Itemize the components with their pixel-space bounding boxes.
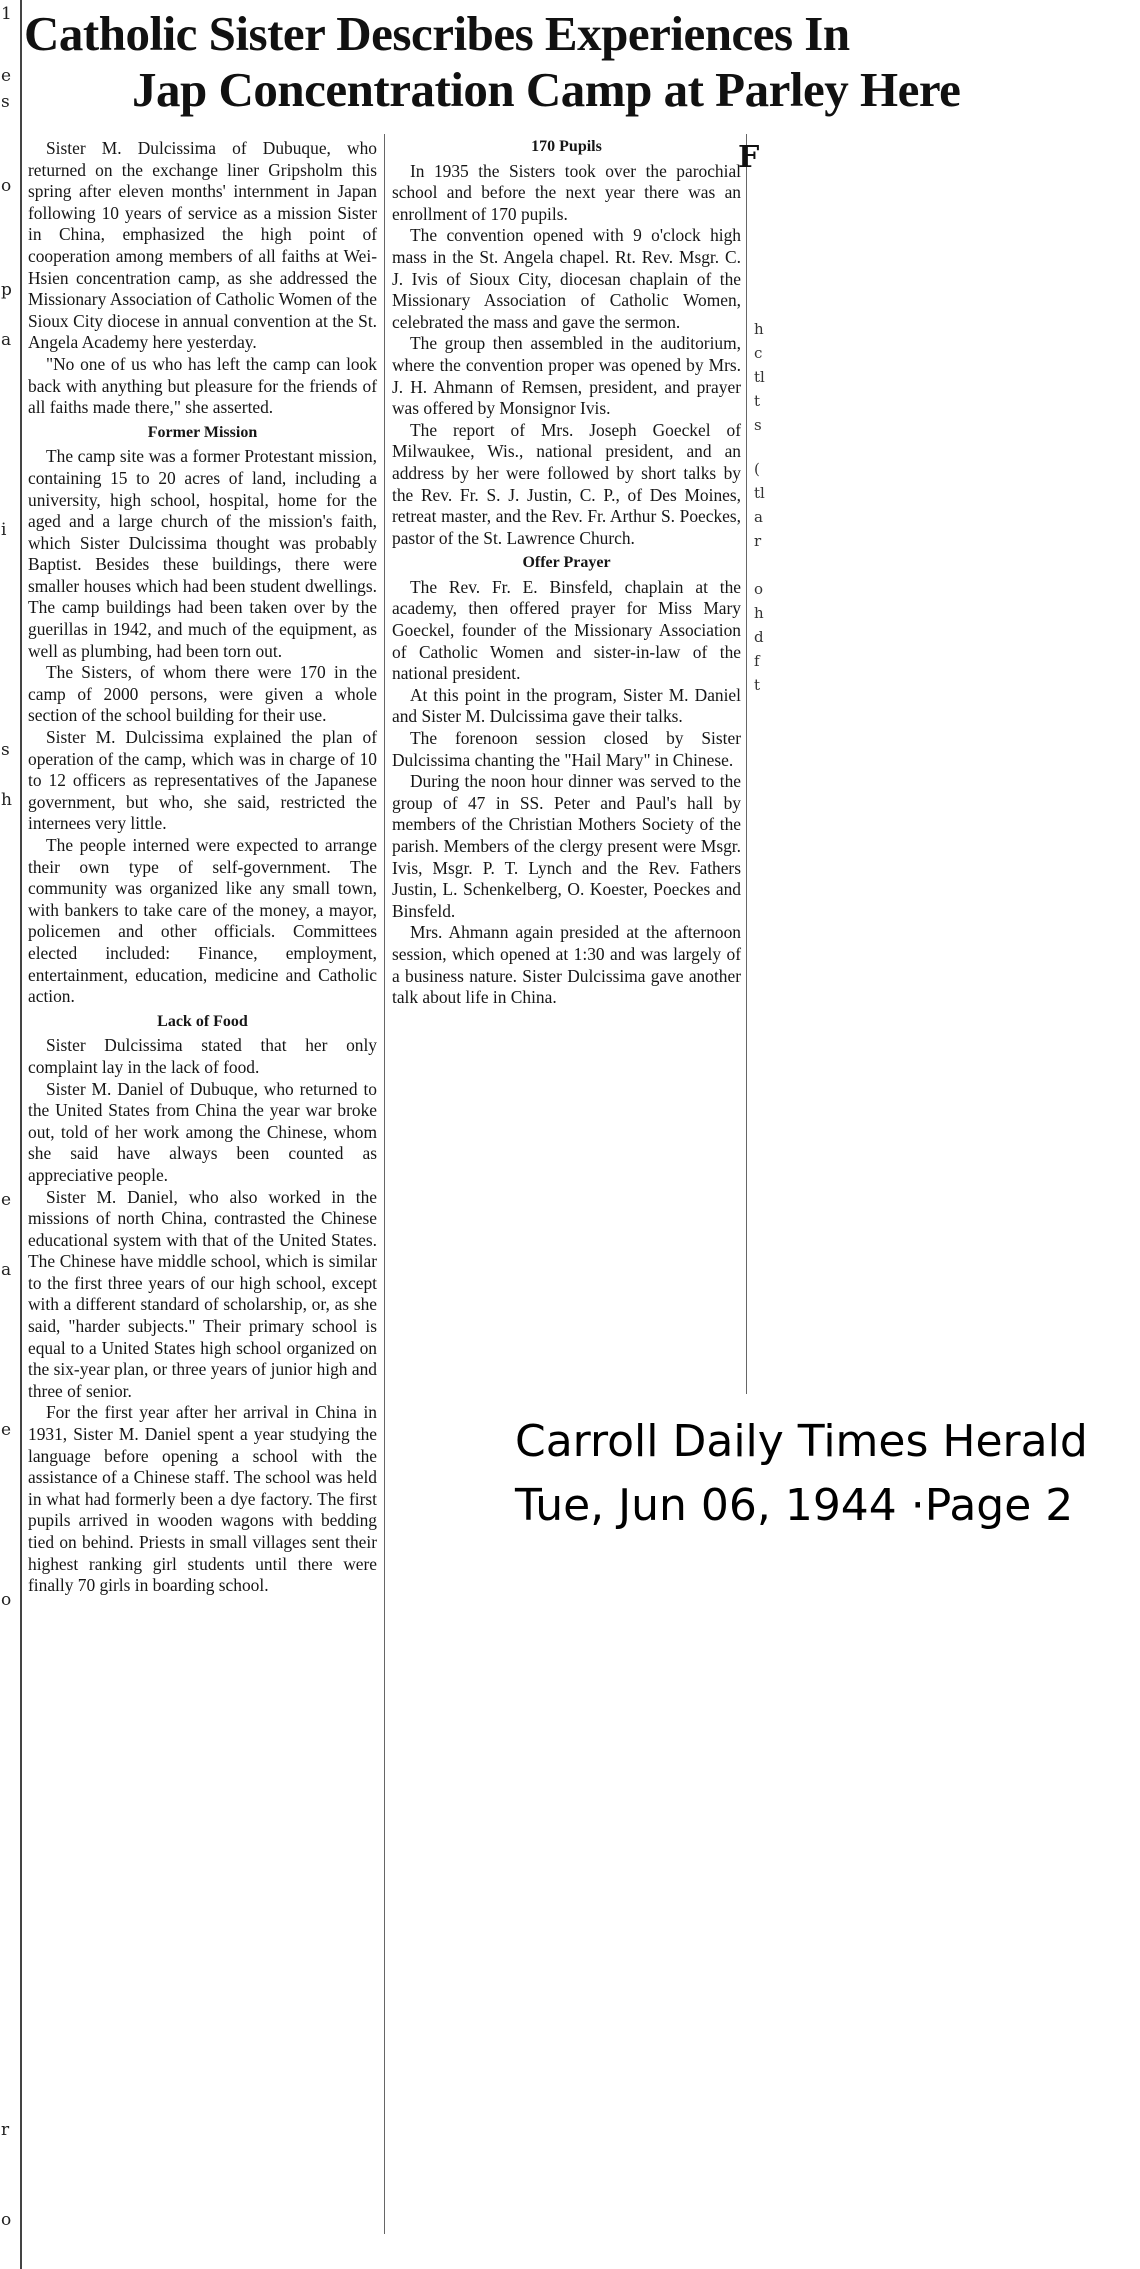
source-date-page: Tue, Jun 06, 1944 ·Page 2 <box>515 1480 1074 1531</box>
headline <box>24 6 1124 118</box>
article-paragraph: The report of Mrs. Joseph Goeckel of Milwaukee, Wis., national president, and an address by her were followed by short talks by the Rev. Fr. S. J. Justin, C. P., of Des Moines, retreat master, and the Rev. Fr. Arthur S. Poeckes, pastor of the St. Lawrence Church. <box>392 419 741 548</box>
article-paragraph: For the first year after her arrival in China in 1931, Sister M. Daniel spent a year studying the language before opening a school with the assistance of a Chinese staff. The school was held in what had formerly been a dye factory. The first pupils arrived in wooden wagons with bedding tied on behind. Priests in small villages sent their highest ranking girl students until there were finally 70 girls in boarding school. <box>28 1402 377 1596</box>
source-citation <box>515 1410 1115 1538</box>
article-paragraph: Sister M. Daniel, who also worked in the missions of north China, contrasted the Chinese educational system with that of the United States. The Chinese have middle school, which is similar to the first three years of our high school, except with a different standard of scholarship, or, as she said, "harder subjects." Their primary school is equal to a United States high school organized on the six-year plan, or three years of junior high and three of senior. <box>28 1186 377 1401</box>
article-paragraph: At this point in the program, Sister M. Daniel and Sister M. Dulcissima gave their talks. <box>392 684 741 727</box>
headline-line-2: Jap Concentration Camp at Parley Here <box>132 62 961 117</box>
section-subhead: Offer Prayer <box>522 554 611 572</box>
article-paragraph: The convention opened with 9 o'clock high mass in the St. Angela chapel. Rt. Rev. Msgr. C. J. Ivis of Sioux City, diocesan chaplain of the Missionary Association of Catholic Women, celebrated the mass and gave the sermon. <box>392 225 741 332</box>
column-divider <box>384 134 385 2234</box>
article-paragraph: The camp site was a former Protestant mission, containing 15 to 20 acres of land, including a university, high school, hospital, home for the aged and a large church of the mission's faith, which Sister Dulcissima thought was probably Baptist. Besides these buildings, there were smaller houses which had been student dwellings. The camp buildings had been taken over by the guerillas in 1942, and much of the equipment, as well as plumbing, had been torn out. <box>28 446 377 661</box>
article-paragraph: Sister M. Dulcissima explained the plan of operation of the camp, which was in charge of 10 to 12 officers as representatives of the Japanese government, but who, she said, restricted the internees very little. <box>28 727 377 834</box>
headline-line-1: Catholic Sister Describes Experiences In <box>24 6 850 61</box>
article-paragraph: The people interned were expected to arrange their own type of self-government. The community was organized like any small town, with bankers to take care of the money, a mayor, policemen and other officials. Committees elected included: Finance, employment, entertainment, education, medicine and Catholic action. <box>28 835 377 1007</box>
article-paragraph: Sister M. Dulcissima of Dubuque, who returned on the exchange liner Gripsholm this spring after eleven months' internment in Japan following 10 years of service as a mission Sister in China, emphasized the high point of cooperation among members of all faiths at Wei-Hsien concentration camp, as she addressed the Missionary Association of Catholic Women of the Sioux City diocese in annual convention at the St. Angela Academy here yesterday. <box>28 138 377 353</box>
article-paragraph: The forenoon session closed by Sister Dulcissima chanting the "Hail Mary" in Chinese. <box>392 728 741 770</box>
column-divider <box>746 134 747 1394</box>
article-paragraph: The Rev. Fr. E. Binsfeld, chaplain at the academy, then offered prayer for Miss Mary Goeckel, founder of the Missionary Association of Catholic Women and sister-in-law of the national president. <box>392 576 741 684</box>
section-subhead: Lack of Food <box>157 1012 248 1030</box>
section-subhead: 170 Pupils <box>531 138 602 155</box>
article-paragraph: In 1935 the Sisters took over the parochial school and before the next year there was an enrollment of 170 pupils. <box>392 160 741 224</box>
article-paragraph: "No one of us who has left the camp can look back with anything but pleasure for the friends of all faiths made there," she asserted. <box>28 353 377 418</box>
article-paragraph: During the noon hour dinner was served to the group of 47 in SS. Peter and Paul's hall by members of the Christian Mothers Society of the parish. Members of the clergy present were Msgr. Ivis, Msgr. P. T. Lynch and the Rev. Fathers Justin, L. Schenkelberg, O. Koester, Poeckes and Binsfeld. <box>392 771 741 921</box>
article-paragraph: Sister Dulcissima stated that her only complaint lay in the lack of food. <box>28 1035 377 1077</box>
adjacent-column-fragment-right: h c tl t s ( tl a r o h d f t <box>754 320 765 694</box>
article-paragraph: Mrs. Ahmann again presided at the afternoon session, which opened at 1:30 and was largely of a business nature. Sister Dulcissima gave another talk about life in China. <box>392 922 741 1008</box>
source-publication: Carroll Daily Times Herald <box>515 1416 1088 1467</box>
adjacent-column-fragment-left: 1 e s o p a i s h e a e o r o <box>1 4 12 2230</box>
article-paragraph: Sister M. Daniel of Dubuque, who returned to the United States from China the year war broke out, told of her work among the Chinese, whom she said have always been counted as appreciative people. <box>28 1078 377 1185</box>
column-divider-left <box>20 0 22 2269</box>
adjacent-headline-fragment: F <box>738 140 760 175</box>
article-paragraph: The group then assembled in the auditorium, where the convention proper was opened by Mrs. J. H. Ahmann of Remsen, president, and prayer was offered by Monsignor Ivis. <box>392 333 741 419</box>
article-column-2 <box>392 138 741 1009</box>
article-paragraph: The Sisters, of whom there were 170 in the camp of 2000 persons, were given a whole section of the school building for their use. <box>28 662 377 726</box>
article-column-1 <box>28 138 377 1597</box>
section-subhead: Former Mission <box>147 423 258 441</box>
